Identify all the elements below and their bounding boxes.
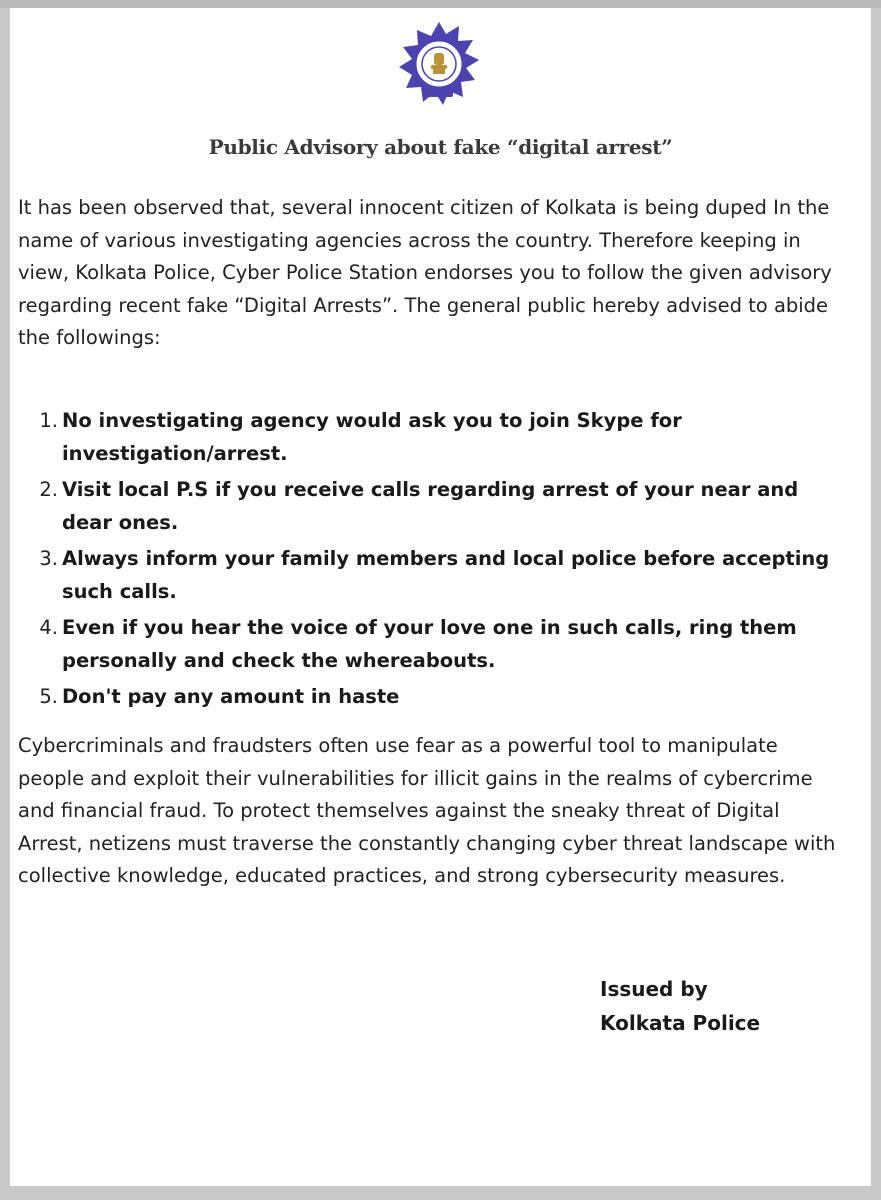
intro-paragraph: It has been observed that, several innocent citizen of Kolkata is being duped In the name of various investigating agencies across the country. Therefore keeping in view, Kolkata Police, Cyber Police Station endorses you to follow the given advisory regarding recent fake “Digital Arrests”. The general public hereby advised to abide the followings:: [18, 196, 832, 349]
list-item-text: No investigating agency would ask you to join Skype for investigation/arrest.: [62, 409, 682, 465]
list-item-number: 4.: [39, 616, 58, 639]
list-item: [18, 681, 838, 714]
signature-issued-by: Issued by: [600, 977, 708, 1001]
closing-paragraph: Cybercriminals and fraudsters often use fear as a powerful tool to manipulate people and exploit their vulnerabilities for illicit gains in the realms of cybercrime and financial fraud. To protect themselves against the sneaky threat of Digital Arrest, netizens must traverse the constantly changing cyber threat landscape with collective knowledge, educated practices, and strong cybersecurity measures.: [18, 734, 836, 887]
signature-block: [600, 972, 760, 1040]
list-item-text: Visit local P.S if you receive calls regarding arrest of your near and dear ones.: [62, 478, 799, 534]
list-item: [18, 405, 838, 470]
list-item-text: Don't pay any amount in haste: [62, 685, 400, 708]
kolkata-police-emblem-icon: [395, 20, 483, 108]
top-strip: [0, 0, 881, 8]
list-item-number: 5.: [39, 685, 58, 708]
list-item-number: 2.: [39, 478, 58, 501]
list-item-text: Even if you hear the voice of your love one in such calls, ring them personally and check the whereabouts.: [62, 616, 797, 672]
signature-issuer: Kolkata Police: [600, 1011, 761, 1035]
list-item-number: 1.: [39, 409, 58, 432]
list-item-number: 3.: [39, 547, 58, 570]
page-title: Public Advisory about fake “digital arrest”: [208, 135, 673, 159]
list-item-text: Always inform your family members and local police before accepting such calls.: [62, 547, 830, 603]
advisory-list: [18, 405, 838, 718]
list-item: [18, 474, 838, 539]
list-item: [18, 543, 838, 608]
list-item: [18, 612, 838, 677]
